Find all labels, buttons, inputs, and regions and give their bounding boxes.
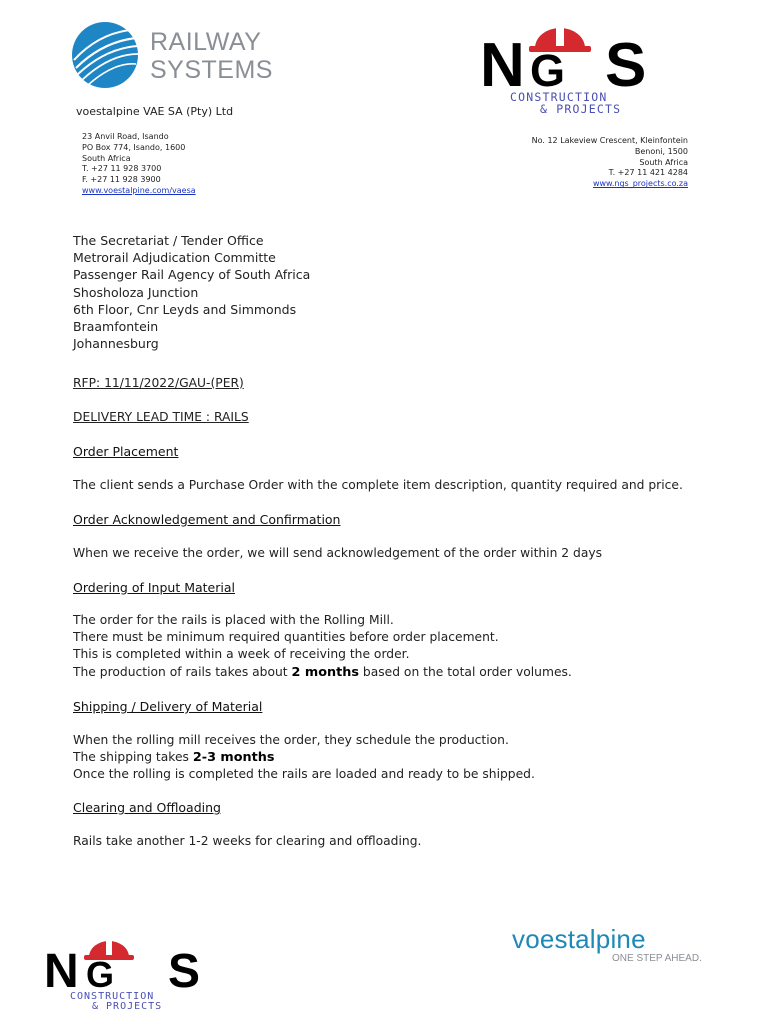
section-shipping-text: When the rolling mill receives the order, they schedule the production. The shipping takes 2-3 months Once the rolling is completed the rails are loaded and ready to be shipped. xyxy=(73,733,535,782)
svg-text:S: S xyxy=(605,31,647,100)
svg-text:G: G xyxy=(530,45,566,96)
section-order-placement-heading: Order Placement xyxy=(73,444,179,459)
section-clearing-heading: Clearing and Offloading xyxy=(73,800,221,815)
svg-text:S: S xyxy=(168,945,201,998)
section-input-material-heading: Ordering of Input Material xyxy=(73,580,235,595)
company-address: 23 Anvil Road, Isando PO Box 774, Isando, 1600 South Africa T. +27 11 928 3700 F. +27 11 928 3900 www.voestalpine.com/vaesa xyxy=(82,132,196,195)
section-shipping-heading: Shipping / Delivery of Material xyxy=(73,699,263,714)
section-order-placement-text: The client sends a Purchase Order with the complete item description, quantity required and price. xyxy=(73,478,683,492)
railway-systems-globe-icon xyxy=(72,22,142,92)
ngs-logo-header xyxy=(480,22,690,117)
ngs-address: No. 12 Lakeview Crescent, Kleinfontein Benoni, 1500 South Africa T. +27 11 421 4284 www.ngs_projects.co.za xyxy=(531,136,688,189)
section-acknowledgement-heading: Order Acknowledgement and Confirmation xyxy=(73,512,341,527)
recipient-address: The Secretariat / Tender Office Metrorail Adjudication Committe Passenger Rail Agency of South Africa Shosholoza Junction 6th Floor, Cnr Leyds and Simmonds Braamfontein Johannesburg xyxy=(73,233,311,352)
svg-text:CONSTRUCTION: CONSTRUCTION xyxy=(510,90,608,104)
voestalpine-wordmark: voestalpine xyxy=(512,924,646,954)
company-website-link[interactable]: www.voestalpine.com/vaesa xyxy=(82,185,196,195)
svg-text:G: G xyxy=(86,954,115,995)
ngs-website-link[interactable]: www.ngs_projects.co.za xyxy=(592,179,688,189)
svg-text:CONSTRUCTION: CONSTRUCTION xyxy=(70,991,155,1002)
voestalpine-tagline: ONE STEP AHEAD. xyxy=(612,953,702,964)
section-clearing-text: Rails take another 1-2 weeks for clearing and offloading. xyxy=(73,834,422,848)
company-name: voestalpine VAE SA (Pty) Ltd xyxy=(76,105,234,118)
subject-line: DELIVERY LEAD TIME : RAILS xyxy=(73,410,249,424)
railway-systems-wordmark: RAILWAY SYSTEMS xyxy=(150,28,273,84)
ngs-logo-icon xyxy=(480,22,690,117)
ngs-logo-footer-icon xyxy=(40,935,235,1013)
section-input-material-text: The order for the rails is placed with the Rolling Mill. There must be minimum required quantities before order placement. This is completed within a week of receiving the order. The production of rails takes about 2 months based on the total order volumes. xyxy=(73,613,572,680)
svg-text:N: N xyxy=(44,945,79,998)
section-acknowledgement-text: When we receive the order, we will send acknowledgement of the order within 2 days xyxy=(73,546,603,560)
rfp-reference: RFP: 11/11/2022/GAU-(PER) xyxy=(73,376,244,390)
voestalpine-logo xyxy=(512,924,702,964)
svg-text:N: N xyxy=(480,31,525,100)
svg-text:& PROJECTS: & PROJECTS xyxy=(540,102,622,116)
svg-text:& PROJECTS: & PROJECTS xyxy=(92,1001,163,1012)
ngs-logo-footer xyxy=(40,935,235,1013)
